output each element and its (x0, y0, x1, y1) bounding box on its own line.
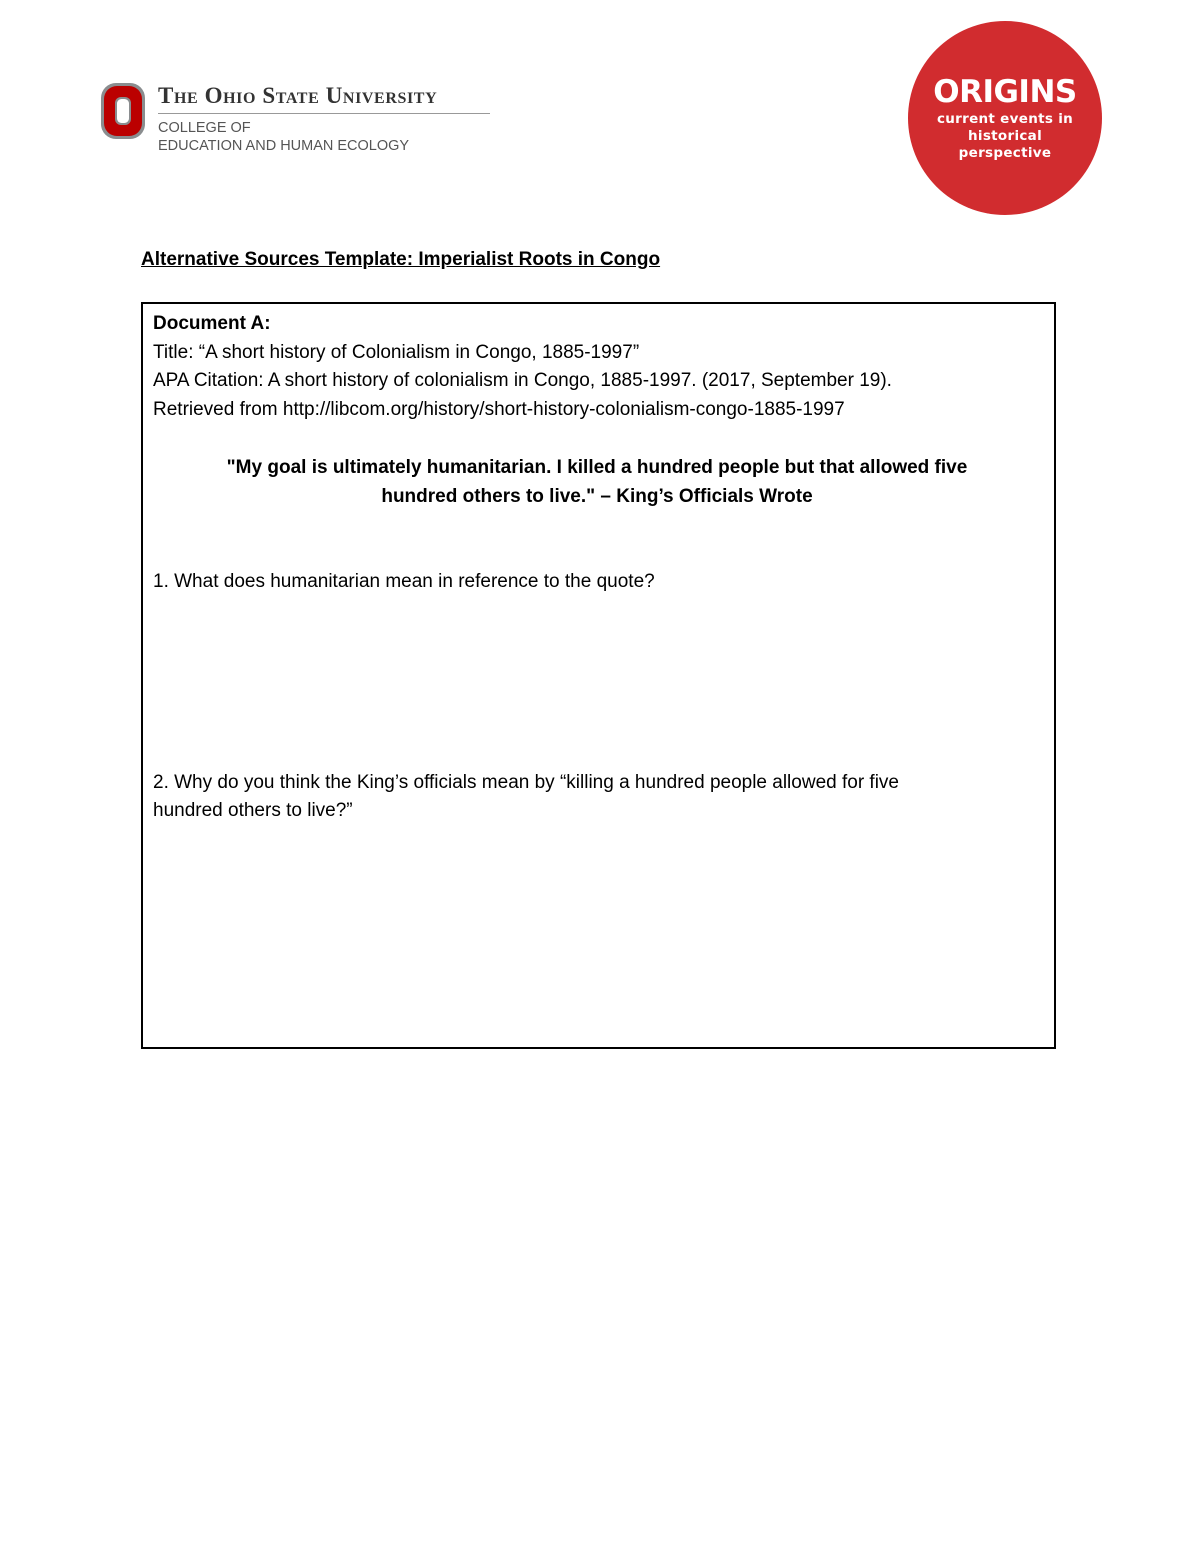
document-content (153, 310, 1033, 826)
quote-line-2: hundred others to live." – King’s Officials Wrote (381, 485, 813, 507)
origins-tagline-line-1: current events in (936, 111, 1074, 127)
quote-block (153, 454, 1033, 511)
question-1: 1. What does humanitarian mean in reference to the quote? (153, 571, 655, 592)
page-title: Alternative Sources Template: Imperialist Roots in Congo (141, 249, 661, 270)
university-name: The Ohio State University (158, 83, 438, 108)
college-line-1: COLLEGE OF (158, 120, 251, 136)
origins-title: ORIGINS (933, 74, 1077, 110)
college-name (158, 119, 492, 155)
question-2 (153, 769, 1033, 826)
block-o-icon (100, 82, 146, 140)
question-2-line-2: hundred others to live?” (153, 800, 353, 821)
wordmark-divider (158, 113, 490, 114)
origins-tagline-line-3: perspective (958, 145, 1052, 161)
document-box (141, 302, 1056, 1049)
citation-line-2: Retrieved from http://libcom.org/history/short-history-colonialism-congo-1885-1997 (153, 398, 845, 420)
origins-logo (908, 21, 1102, 215)
quote-line-1: "My goal is ultimately humanitarian. I killed a hundred people but that allowed five (226, 457, 968, 478)
osu-logo (100, 82, 500, 162)
citation-line-1: APA Citation: A short history of colonialism in Congo, 1885-1997. (2017, September 19). (153, 370, 892, 391)
osu-wordmark (158, 82, 492, 155)
origins-tagline (908, 111, 1102, 162)
origins-tagline-line-2: historical (967, 128, 1043, 144)
college-line-2: EDUCATION AND HUMAN ECOLOGY (158, 138, 410, 154)
document-label: Document A: (153, 313, 271, 334)
question-2-line-1: 2. Why do you think the King’s officials mean by “killing a hundred people allowed for five (153, 771, 900, 793)
source-title: Title: “A short history of Colonialism in Congo, 1885-1997” (153, 341, 640, 363)
